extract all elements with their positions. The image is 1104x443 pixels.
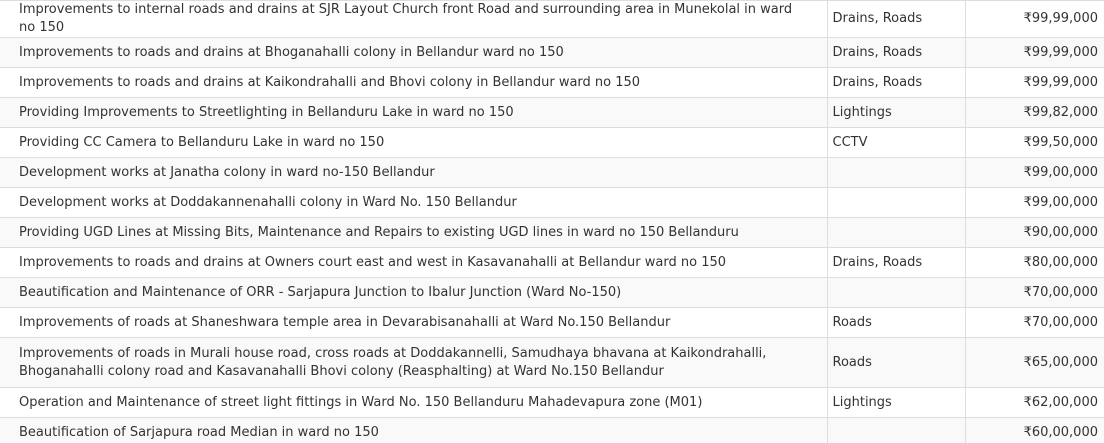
work-name-cell: Improvements of roads in Murali house road, cross roads at Doddakannelli, Samudhaya bhavana at Kaikondrahalli, Bhoganahalli colony road and Kasavanahalli Bhovi colony (Reasphalting) at Ward No.150 Bellandur: [0, 338, 827, 388]
category-cell: Lightings: [827, 98, 965, 128]
work-name-cell: Development works at Doddakannenahalli colony in Ward No. 150 Bellandur: [0, 188, 827, 218]
table-row: [0, 388, 1104, 418]
amount-cell: ₹62,00,000: [965, 388, 1104, 418]
category-cell: Drains, Roads: [827, 1, 965, 38]
work-name-cell: Providing Improvements to Streetlighting in Bellanduru Lake in ward no 150: [0, 98, 827, 128]
work-name-cell: Development works at Janatha colony in ward no-150 Bellandur: [0, 158, 827, 188]
work-name-cell: Beautification of Sarjapura road Median in ward no 150: [0, 418, 827, 443]
amount-cell: ₹60,00,000: [965, 418, 1104, 443]
category-cell: [827, 188, 965, 218]
amount-cell: ₹99,82,000: [965, 98, 1104, 128]
category-cell: [827, 158, 965, 188]
table-row: [0, 158, 1104, 188]
amount-cell: ₹70,00,000: [965, 308, 1104, 338]
table-row: [0, 128, 1104, 158]
amount-cell: ₹99,00,000: [965, 158, 1104, 188]
table-row: [0, 338, 1104, 388]
work-name-cell: Improvements to roads and drains at Bhoganahalli colony in Bellandur ward no 150: [0, 38, 827, 68]
table-row: [0, 278, 1104, 308]
category-cell: Roads: [827, 308, 965, 338]
category-cell: [827, 278, 965, 308]
table-row: [0, 1, 1104, 38]
category-cell: [827, 218, 965, 248]
work-name-cell: Improvements to roads and drains at Kaikondrahalli and Bhovi colony in Bellandur ward no 150: [0, 68, 827, 98]
work-name-cell: Improvements to roads and drains at Owners court east and west in Kasavanahalli at Bellandur ward no 150: [0, 248, 827, 278]
amount-cell: ₹99,50,000: [965, 128, 1104, 158]
table-row: [0, 188, 1104, 218]
work-name-cell: Improvements of roads at Shaneshwara temple area in Devarabisanahalli at Ward No.150 Bellandur: [0, 308, 827, 338]
work-name-cell: Operation and Maintenance of street light fittings in Ward No. 150 Bellanduru Mahadevapura zone (M01): [0, 388, 827, 418]
work-name-cell: Beautification and Maintenance of ORR - Sarjapura Junction to Ibalur Junction (Ward No-150): [0, 278, 827, 308]
table-row: [0, 308, 1104, 338]
table-row: [0, 248, 1104, 278]
category-cell: Drains, Roads: [827, 38, 965, 68]
table-row: [0, 68, 1104, 98]
category-cell: CCTV: [827, 128, 965, 158]
work-name-cell: Improvements to internal roads and drains at SJR Layout Church front Road and surrounding area in Munekolal in ward no 150: [0, 1, 827, 38]
table-row: [0, 98, 1104, 128]
amount-cell: ₹65,00,000: [965, 338, 1104, 388]
amount-cell: ₹99,99,000: [965, 38, 1104, 68]
work-name-cell: Providing CC Camera to Bellanduru Lake in ward no 150: [0, 128, 827, 158]
category-cell: Drains, Roads: [827, 248, 965, 278]
category-cell: [827, 418, 965, 443]
amount-cell: ₹80,00,000: [965, 248, 1104, 278]
table-row: [0, 218, 1104, 248]
table-row: [0, 38, 1104, 68]
category-cell: Lightings: [827, 388, 965, 418]
amount-cell: ₹99,00,000: [965, 188, 1104, 218]
work-name-cell: Providing UGD Lines at Missing Bits, Maintenance and Repairs to existing UGD lines in ward no 150 Bellanduru: [0, 218, 827, 248]
category-cell: Roads: [827, 338, 965, 388]
amount-cell: ₹99,99,000: [965, 1, 1104, 38]
table-row: [0, 418, 1104, 443]
amount-cell: ₹99,99,000: [965, 68, 1104, 98]
amount-cell: ₹70,00,000: [965, 278, 1104, 308]
category-cell: Drains, Roads: [827, 68, 965, 98]
amount-cell: ₹90,00,000: [965, 218, 1104, 248]
